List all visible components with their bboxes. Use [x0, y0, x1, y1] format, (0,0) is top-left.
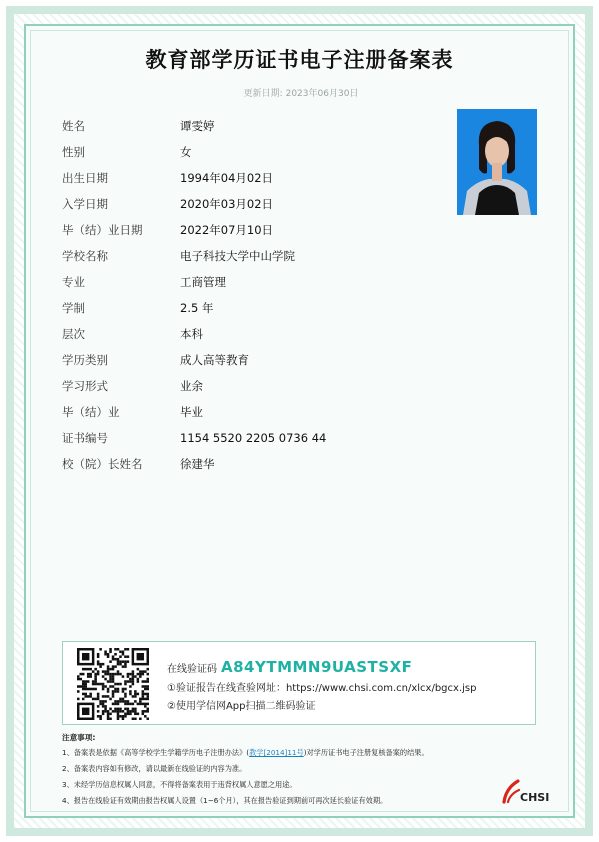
update-date-line — [0, 86, 599, 99]
info-row-major — [62, 269, 442, 295]
note-item-1 — [62, 748, 532, 758]
info-label: 出生日期 — [62, 171, 108, 185]
info-value: 电子科技大学中山学院 — [180, 249, 295, 263]
note-text: )对学历证书电子注册复核备案的结果。 — [303, 748, 429, 757]
verification-code: A84YTMMN9UASTSXF — [221, 658, 413, 676]
info-value: 毕业 — [180, 405, 203, 419]
info-row-study-form — [62, 373, 442, 399]
info-value: 工商管理 — [180, 275, 226, 289]
info-label: 学历类别 — [62, 353, 108, 367]
info-row-birth-date — [62, 165, 442, 191]
info-label: 专业 — [62, 275, 85, 289]
notes-title: 注意事项: — [62, 733, 96, 742]
verification-url-line[interactable]: ①验证报告在线查验网址：https://www.chsi.com.cn/xlcx/bgcx.jsp — [167, 683, 477, 694]
verification-app-line: ②使用学信网App扫描二维码验证 — [167, 701, 316, 712]
verification-code-label: 在线验证码 — [167, 664, 217, 675]
update-date-value: 2023年06月30日 — [285, 89, 359, 99]
page-title: 教育部学历证书电子注册备案表 — [145, 48, 454, 72]
note-item-4: 4、报告在线验证有效期由报告权属人设置（1~6个月），其在报告验证到期前可再次延长验证有效期。 — [62, 796, 388, 805]
info-row-gender — [62, 139, 442, 165]
chsi-logo-text: CHSI — [520, 791, 550, 804]
info-label: 毕（结）业日期 — [62, 223, 143, 237]
update-date-label: 更新日期: — [243, 89, 283, 99]
info-label: 证书编号 — [62, 431, 108, 445]
online-verification-box — [62, 641, 536, 725]
info-row-education-type — [62, 347, 442, 373]
info-value: 谭雯婷 — [180, 119, 215, 133]
portrait-image — [457, 109, 537, 215]
info-row-level — [62, 321, 442, 347]
info-value: 业余 — [180, 379, 203, 393]
info-value: 女 — [180, 145, 192, 159]
info-value: 本科 — [180, 327, 203, 341]
info-label: 性别 — [62, 145, 85, 159]
note-item-3: 3、未经学历信息权属人同意，不得将备案表用于违背权属人意愿之用途。 — [62, 780, 297, 789]
info-label: 学校名称 — [62, 249, 108, 263]
info-label: 学习形式 — [62, 379, 108, 393]
info-value: 1994年04月02日 — [180, 171, 274, 185]
info-value: 徐建华 — [180, 457, 215, 471]
info-value: 2022年07月10日 — [180, 223, 274, 237]
note-item-2: 2、备案表内容如有修改，请以最新在线验证的内容为准。 — [62, 764, 247, 773]
info-row-enrollment-date — [62, 191, 442, 217]
info-label: 入学日期 — [62, 197, 108, 211]
note-text: 1、备案表是依据《高等学校学生学籍学历电子注册办法》( — [62, 748, 250, 757]
info-row-certificate-number — [62, 425, 442, 451]
info-row-president-name — [62, 451, 442, 477]
chsi-logo — [500, 778, 552, 806]
verification-text — [167, 658, 476, 712]
regulation-link[interactable]: 教学[2014]11号 — [249, 748, 304, 757]
info-label: 学制 — [62, 301, 85, 315]
info-label: 校（院）长姓名 — [62, 457, 143, 471]
info-label: 层次 — [62, 327, 85, 341]
info-value: 2020年03月02日 — [180, 197, 274, 211]
info-value: 1154 5520 2205 0736 44 — [180, 431, 327, 445]
info-row-duration — [62, 295, 442, 321]
info-value: 2.5 年 — [180, 301, 214, 315]
info-label: 姓名 — [62, 119, 85, 133]
student-photo — [457, 109, 537, 215]
notes-section — [62, 732, 532, 812]
info-row-graduation-status — [62, 399, 442, 425]
qr-code-icon[interactable] — [77, 648, 149, 720]
student-info-table — [62, 113, 442, 477]
info-row-school — [62, 243, 442, 269]
info-row-name — [62, 113, 442, 139]
info-value: 成人高等教育 — [180, 353, 249, 367]
info-label: 毕（结）业 — [62, 405, 120, 419]
chsi-logo-icon — [500, 778, 522, 804]
info-row-graduation-date — [62, 217, 442, 243]
